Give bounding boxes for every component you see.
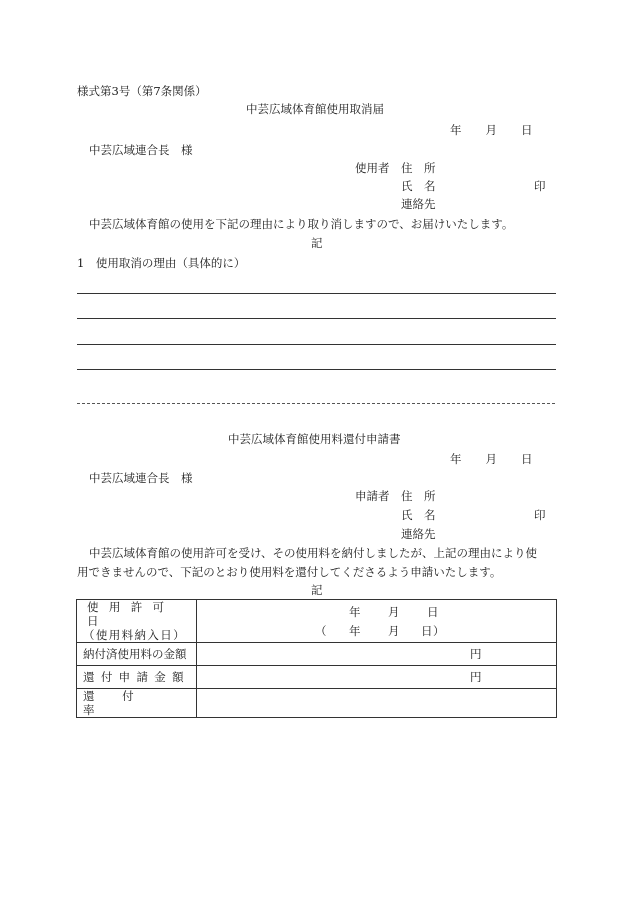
table-row (77, 600, 557, 643)
yen-unit: 円 (470, 670, 482, 684)
permit-date-label: 使用許可日 (87, 600, 175, 628)
cancel-seal: 印 (534, 179, 546, 193)
date-day: 日 (521, 123, 533, 137)
refund-title: 中芸広域体育館使用料還付申請書 (228, 432, 401, 446)
refund-rate-value-cell[interactable] (197, 689, 557, 718)
refund-table (76, 599, 557, 718)
cancel-address-label: 住 所 (401, 161, 436, 175)
permit-month: 月 (388, 604, 400, 619)
paid-amount-value-cell[interactable] (197, 643, 557, 666)
date-year: 年 (450, 452, 462, 466)
date-year: 年 (450, 123, 462, 137)
reason-line-3[interactable] (77, 344, 556, 345)
form-number: 様式第3号（第7条関係） (77, 84, 207, 98)
date-month: 月 (485, 452, 497, 466)
table-row (77, 643, 557, 666)
permit-date-label-cell (77, 600, 197, 643)
refund-address-label: 住 所 (401, 489, 436, 503)
refund-rate-label: 還付率 (77, 689, 197, 718)
payment-day: 日 (421, 623, 433, 638)
cancel-name-label: 氏 名 (401, 179, 436, 193)
refund-name-label: 氏 名 (401, 508, 436, 522)
cancel-addressee: 中芸広域連合長 様 (89, 143, 193, 157)
reason-line-4[interactable] (77, 369, 556, 370)
reason-line-2[interactable] (77, 318, 556, 319)
cancel-body: 中芸広域体育館の使用を下記の理由により取り消しますので、お届けいたします。 (89, 217, 514, 231)
refund-contact-label: 連絡先 (401, 527, 436, 541)
date-month: 月 (485, 123, 497, 137)
paid-amount-label: 納付済使用料の金額 (77, 643, 197, 666)
refund-applicant-label: 申請者 (355, 489, 390, 503)
refund-ki: 記 (311, 583, 323, 597)
cancel-title: 中芸広域体育館使用取消届 (246, 102, 384, 116)
payment-date-label: （使用料納入日） (83, 628, 187, 642)
cancel-ki: 記 (311, 236, 323, 250)
date-day: 日 (521, 452, 533, 466)
cut-line (77, 403, 555, 404)
payment-year: 年 (349, 623, 361, 638)
refund-body-line-2: 用できませんので、下記のとおり使用料を還付してくださるよう申請いたします。 (77, 565, 502, 579)
refund-date (450, 452, 533, 466)
refund-request-value-cell[interactable] (197, 666, 557, 689)
payment-month: 月 (388, 623, 400, 638)
permit-day: 日 (427, 604, 439, 619)
cancel-date (450, 123, 533, 137)
permit-year: 年 (349, 604, 361, 619)
paren-close: ） (433, 623, 445, 638)
cancel-contact-label: 連絡先 (401, 197, 436, 211)
refund-seal: 印 (534, 508, 546, 522)
refund-addressee: 中芸広域連合長 様 (89, 471, 193, 485)
paren-open: （ (315, 623, 327, 638)
permit-date-value-cell[interactable] (197, 600, 557, 643)
reason-heading: 1 使用取消の理由（具体的に） (77, 256, 246, 270)
refund-body-line-1: 中芸広域体育館の使用許可を受け、その使用料を納付しましたが、上記の理由により使 (89, 546, 538, 560)
table-row (77, 666, 557, 689)
reason-line-1[interactable] (77, 293, 556, 294)
cancel-user-label: 使用者 (355, 161, 390, 175)
yen-unit: 円 (470, 647, 482, 661)
table-row (77, 689, 557, 718)
refund-request-label: 還付申請金額 (77, 666, 197, 689)
